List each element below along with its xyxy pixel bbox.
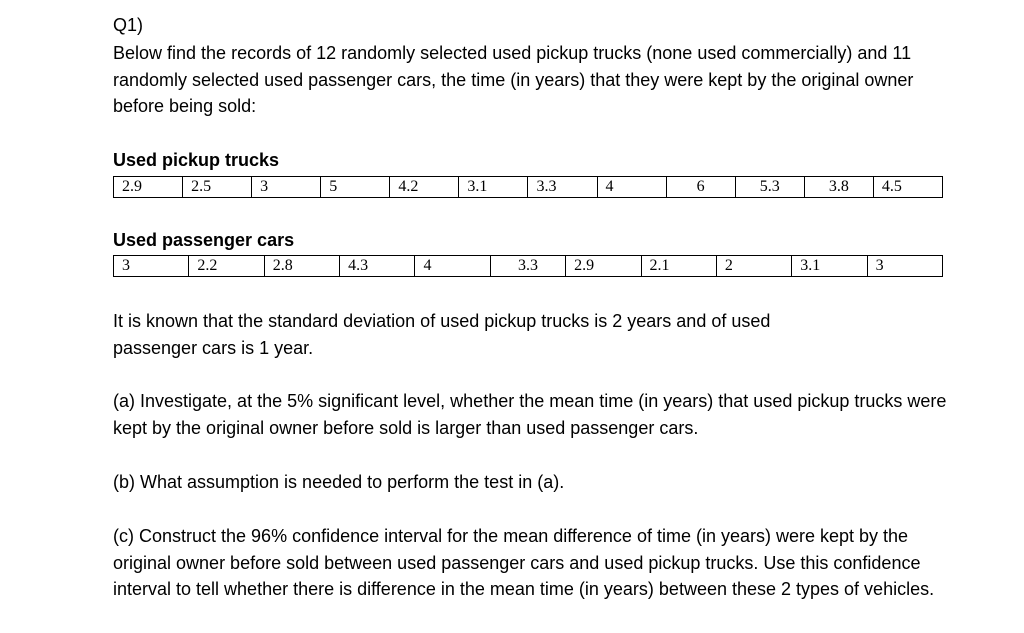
table-cell: 2.5 bbox=[183, 177, 252, 198]
table-cell: 4.3 bbox=[340, 256, 415, 277]
table-cell: 2.1 bbox=[641, 256, 716, 277]
cars-data-table bbox=[113, 255, 943, 277]
table-cell: 3.3 bbox=[528, 177, 597, 198]
table-cell: 5.3 bbox=[735, 177, 804, 198]
table-cell: 4 bbox=[597, 177, 666, 198]
table-cell: 2.9 bbox=[114, 177, 183, 198]
table-cell: 3 bbox=[867, 256, 942, 277]
table-row bbox=[114, 256, 943, 277]
std-deviation-text: It is known that the standard deviation of used pickup trucks is 2 years and of used passenger cars is 1 year. bbox=[113, 311, 771, 358]
table-cell: 4.5 bbox=[873, 177, 942, 198]
table-cell: 3 bbox=[114, 256, 189, 277]
trucks-table-heading: Used pickup trucks bbox=[113, 150, 280, 170]
table-row bbox=[114, 177, 943, 198]
table-cell: 3.3 bbox=[490, 256, 565, 277]
part-a-question: (a) Investigate, at the 5% significant level, whether the mean time (in years) that used pickup trucks were kept by the original owner before sold is larger than used passenger cars. bbox=[113, 391, 947, 438]
table-cell: 3 bbox=[252, 177, 321, 198]
trucks-data-table bbox=[113, 176, 943, 198]
table-cell: 2.2 bbox=[189, 256, 264, 277]
question-label: Q1) bbox=[113, 15, 144, 35]
part-c-question: (c) Construct the 96% confidence interval for the mean difference of time (in years) were kept by the original owner before sold between used passenger cars and used pickup trucks. Use this confidence interval to tell whether there is difference in the mean time (in years) between these 2 types of vehicles. bbox=[113, 526, 935, 599]
table-cell: 4.2 bbox=[390, 177, 459, 198]
table-cell: 2 bbox=[716, 256, 791, 277]
table-cell: 5 bbox=[321, 177, 390, 198]
table-cell: 4 bbox=[415, 256, 490, 277]
table-cell: 3.1 bbox=[459, 177, 528, 198]
table-cell: 3.8 bbox=[804, 177, 873, 198]
table-cell: 2.8 bbox=[264, 256, 339, 277]
cars-table-heading: Used passenger cars bbox=[113, 230, 295, 250]
part-b-question: (b) What assumption is needed to perform the test in (a). bbox=[113, 472, 565, 492]
table-cell: 6 bbox=[666, 177, 735, 198]
table-cell: 2.9 bbox=[566, 256, 641, 277]
question-intro: Below find the records of 12 randomly selected used pickup trucks (none used commercially) and 11 randomly selected used passenger cars, the time (in years) that they were kept by the original owner before being sold: bbox=[113, 43, 914, 116]
table-cell: 3.1 bbox=[792, 256, 867, 277]
